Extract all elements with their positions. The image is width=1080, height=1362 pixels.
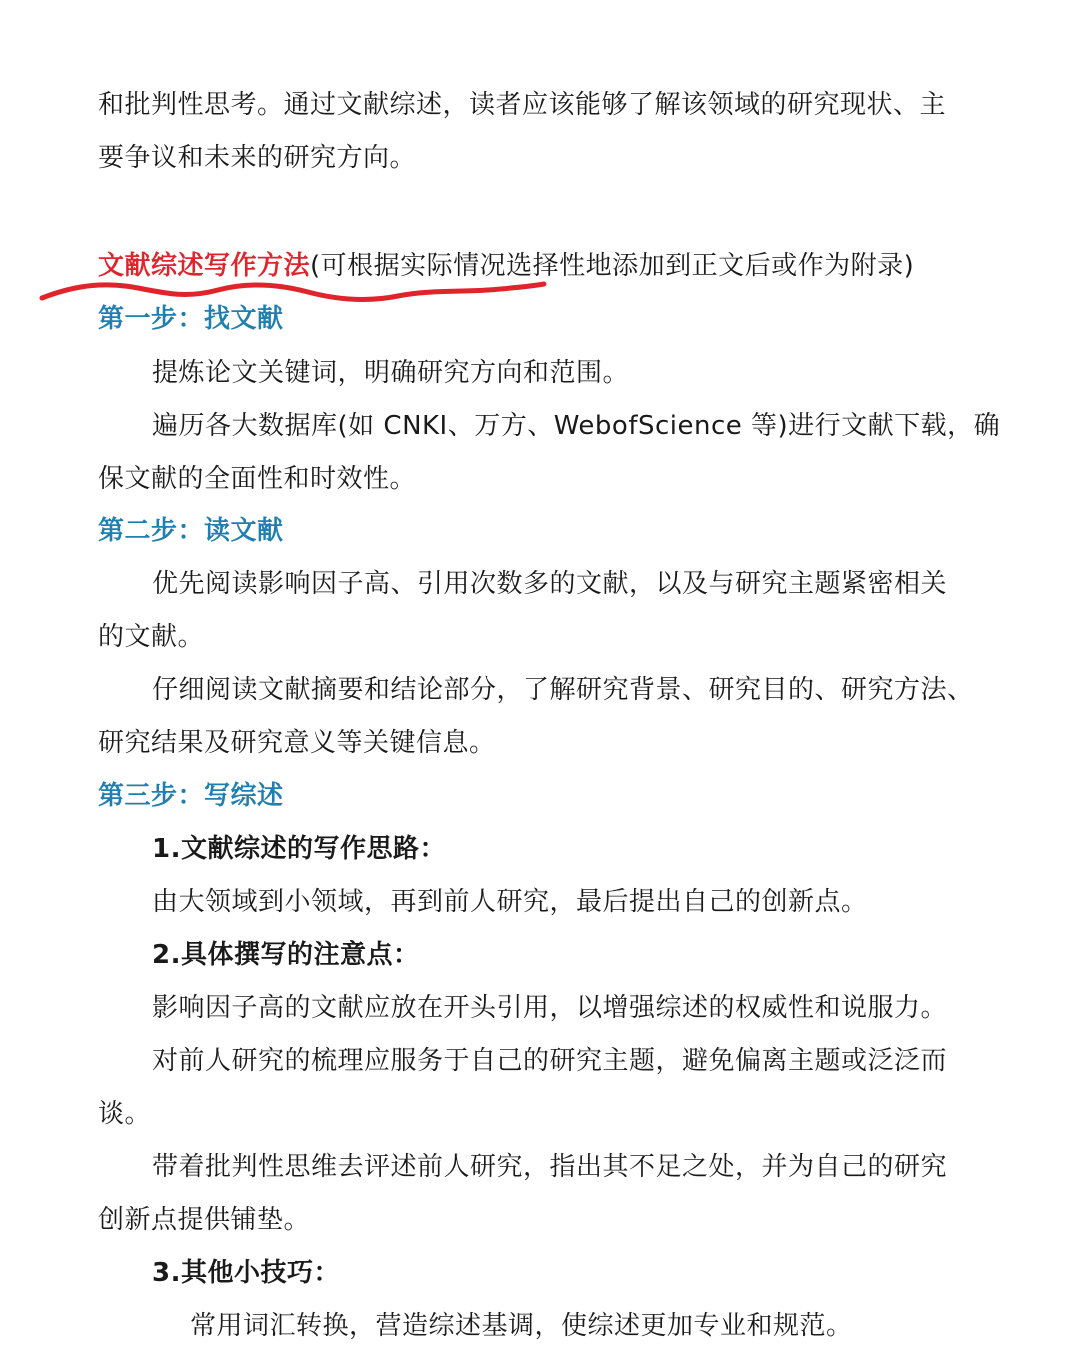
intro-line-1: 和批判性思考。通过文献综述，读者应该能够了解该领域的研究现状、主 bbox=[98, 90, 947, 120]
step3-item1-text: 由大领域到小领域，再到前人研究，最后提出自己的创新点。 bbox=[152, 887, 868, 917]
step3-item2-title: 2.具体撰写的注意点： bbox=[152, 940, 420, 970]
step3-item2-paragraph-2-line-2: 谈。 bbox=[98, 1099, 152, 1129]
step2-paragraph-1-line-1: 优先阅读影响因子高、引用次数多的文献，以及与研究主题紧密相关 bbox=[152, 569, 948, 599]
step1-paragraph-2-line-2: 保文献的全面性和时效性。 bbox=[98, 464, 417, 494]
step2-paragraph-2-line-2: 研究结果及研究意义等关键信息。 bbox=[98, 728, 496, 758]
step3-heading: 第三步：写综述 bbox=[98, 781, 284, 811]
section-note: (可根据实际情况选择性地添加到正文后或作为附录) bbox=[310, 251, 915, 281]
step3-item2-paragraph-3-line-1: 带着批判性思维去评述前人研究，指出其不足之处，并为自己的研究 bbox=[152, 1152, 948, 1182]
step2-heading: 第二步：读文献 bbox=[98, 516, 284, 546]
step3-item3-title: 3.其他小技巧： bbox=[152, 1258, 340, 1288]
step2-paragraph-2-line-1: 仔细阅读文献摘要和结论部分，了解研究背景、研究目的、研究方法、 bbox=[152, 675, 974, 705]
step1-paragraph-1: 提炼论文关键词，明确研究方向和范围。 bbox=[152, 358, 630, 388]
step1-heading: 第一步：找文献 bbox=[98, 304, 284, 334]
step3-item2-paragraph-3-line-2: 创新点提供铺垫。 bbox=[98, 1205, 311, 1235]
step2-paragraph-1-line-2: 的文献。 bbox=[98, 622, 205, 652]
step3-item3-text: 常用词汇转换，营造综述基调，使综述更加专业和规范。 bbox=[190, 1311, 853, 1341]
step3-item2-paragraph-1: 影响因子高的文献应放在开头引用，以增强综述的权威性和说服力。 bbox=[152, 993, 948, 1023]
intro-line-2: 要争议和未来的研究方向。 bbox=[98, 143, 417, 173]
step3-item1-title: 1.文献综述的写作思路： bbox=[152, 834, 446, 864]
step1-paragraph-2-line-1: 遍历各大数据库(如 CNKI、万方、WebofScience 等)进行文献下载，确 bbox=[152, 411, 1001, 441]
section-title: 文献综述写作方法 bbox=[98, 251, 311, 281]
step3-item2-paragraph-2-line-1: 对前人研究的梳理应服务于自己的研究主题，避免偏离主题或泛泛而 bbox=[152, 1046, 948, 1076]
